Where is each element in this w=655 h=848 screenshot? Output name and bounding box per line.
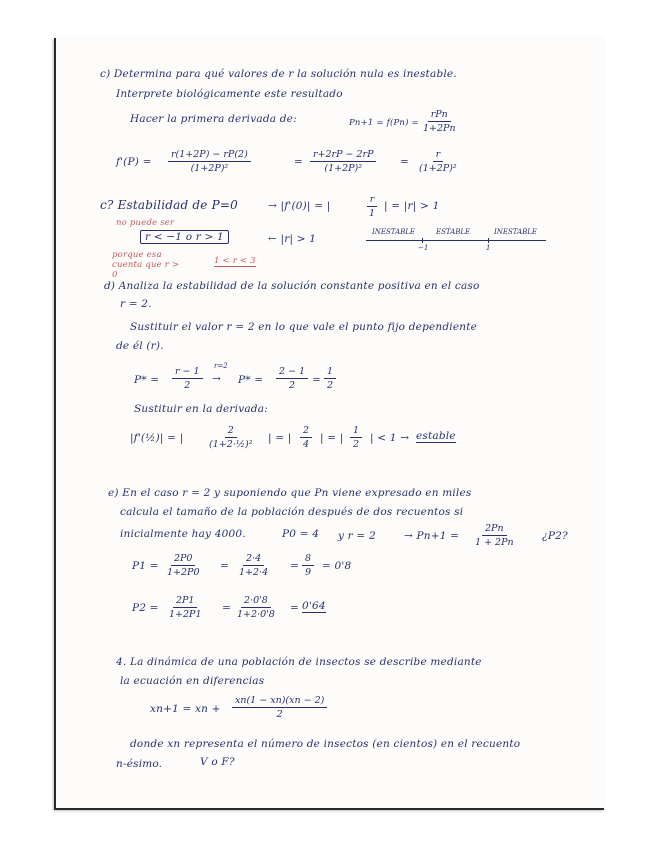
d-arrow-label: r=2 — [214, 362, 228, 370]
d-pstar-frac1: $\frac{r - 1}{2}$ — [172, 366, 203, 391]
d-fhalf-frac3: $\frac{1}{2}$ — [350, 425, 362, 450]
diagram-estable: ESTABLE — [436, 228, 471, 236]
d-pstar-frac3: $\frac{1}{2}$ — [324, 366, 336, 391]
e-question: ¿P2? — [542, 530, 568, 542]
diagram-tick-right-label: 1 — [486, 244, 491, 252]
q4-line4: n-ésimo. — [116, 758, 163, 770]
e-line1: e) En el caso r = 2 y suponiendo que Pn viene expresado en miles — [108, 487, 472, 499]
diagram-tick-left — [422, 238, 423, 243]
cq-frac: $\frac{r}{1}$ — [366, 194, 378, 219]
q4-eq-frac: $\frac{xn(1 - xn)(xn - 2)}{2}$ — [232, 695, 327, 720]
c-eq1: = — [294, 156, 303, 168]
c-f-fraction: rPn 1+2Pn — [423, 109, 456, 134]
cq-arrow-expr: → |f'(0)| = | — [268, 200, 331, 212]
c-eq2: = — [400, 156, 409, 168]
d-pstar-frac2: $\frac{2 - 1}{2}$ — [276, 366, 308, 391]
q4-line1: 4. La dinámica de una población de insectos se describe mediante — [116, 656, 482, 668]
diagram-inestable-left: INESTABLE — [372, 228, 416, 236]
d-line1: d) Analiza la estabilidad de la solución constante positiva en el caso — [104, 280, 480, 292]
q4-line2: la ecuación en diferencias — [120, 675, 265, 687]
d-fhalf-mid2: | = | — [320, 432, 344, 444]
c-deriv-text: Hacer la primera derivada de: — [130, 113, 297, 125]
d-fhalf-end: | < 1 → — [370, 432, 410, 444]
q4-eq-lhs: xn+1 = xn + — [150, 703, 221, 715]
diagram-inestable-right: INESTABLE — [494, 228, 538, 236]
diagram-tick-right — [488, 238, 489, 243]
c-fprime-frac2: $\frac{r+2rP - 2rP}{\text{(1+2P)²}}$ — [310, 149, 376, 174]
e-p1-eq1: = — [220, 560, 229, 572]
cq-boxed-expr: r < −1 o r > 1 — [140, 231, 229, 243]
d-line2: r = 2. — [120, 298, 152, 310]
d-fhalf-frac1: $\frac{2}{\text{(1+2·½)²}}$ — [209, 425, 253, 450]
d-line4: de él (r). — [116, 340, 164, 352]
d-subs-line: Sustituir en la derivada: — [134, 403, 268, 415]
cq-label: c? Estabilidad de P=0 — [100, 198, 238, 212]
e-line2: calcula el tamaño de la población después de dos recuentos si — [120, 506, 464, 518]
diagram-axis — [366, 240, 546, 241]
e-p1-eq2: = — [290, 560, 299, 572]
d-fhalf-mid: | = | — [268, 432, 292, 444]
e-line3d: → Pn+1 = — [404, 530, 460, 542]
e-p1-frac2: $\frac{2\cdot 4}{1+2\cdot 4}$ — [239, 553, 269, 578]
cq-result: | = |r| > 1 — [384, 200, 440, 212]
d-estable: estable — [416, 430, 456, 442]
e-recurrence-frac: $\frac{2Pn}{1 + 2Pn}$ — [475, 523, 514, 548]
c-fprime-frac1: $\frac{r(1+2P) - rP(2)}{\text{(1+2P)²}}$ — [168, 149, 251, 174]
cq-red-note3: 1 < r < 3 — [214, 256, 256, 266]
d-pstar-mid: P* = — [238, 374, 264, 386]
d-fhalf-frac2: $\frac{2}{4}$ — [300, 425, 312, 450]
e-p2-lhs: P2 = — [132, 602, 159, 614]
e-p1-frac3: $\frac{8}{9}$ — [302, 553, 314, 578]
e-p1-result: = 0'8 — [322, 560, 352, 572]
e-p1-frac1: $\frac{2P0}{1+2P0}$ — [167, 553, 200, 578]
e-line3b: P0 = 4 — [282, 528, 320, 540]
e-line3c: y r = 2 — [338, 530, 376, 542]
e-p2-eq2: = — [290, 602, 299, 614]
c-line1: c) Determina para qué valores de r la solución nula es inestable. — [100, 68, 457, 80]
c-fprime-lhs: f'(P) = — [116, 156, 152, 168]
d-line3: Sustituir el valor r = 2 en lo que vale el punto fijo dependiente — [130, 321, 478, 333]
e-p2-frac2: $\frac{2\cdot 0'8}{1+2\cdot 0'8}$ — [237, 595, 275, 620]
e-p2-frac1: $\frac{2P1}{1+2P1}$ — [169, 595, 202, 620]
cq-red-note2: porque esa cuenta que r > 0 — [112, 250, 180, 280]
c-f-def: Pn+1 = f(Pn) = — [349, 118, 419, 128]
d-pstar-lhs: P* = — [134, 374, 160, 386]
e-p2-eq1: = — [222, 602, 231, 614]
d-eq-sign: = — [312, 374, 321, 386]
e-line3a: inicialmente hay 4000. — [120, 528, 246, 540]
cq-red-note1: no puede ser — [116, 218, 175, 228]
diagram-tick-left-label: −1 — [418, 244, 429, 252]
d-fhalf-lhs: |f'(½)| = | — [130, 432, 184, 444]
q4-vf: V o F? — [200, 756, 235, 768]
c-line2: Interprete biológicamente este resultado — [116, 88, 343, 100]
c-fprime-frac3: $\frac{r}{\text{(1+2P)²}}$ — [419, 149, 457, 174]
d-arrow-icon: → — [212, 373, 221, 385]
e-p1-lhs: P1 = — [132, 560, 159, 572]
cq-arrow-abs: ← |r| > 1 — [268, 233, 317, 245]
q4-line3: donde xn representa el número de insectos (en cientos) en el recuento — [130, 738, 521, 750]
e-p2-result: 0'64 — [302, 600, 326, 612]
